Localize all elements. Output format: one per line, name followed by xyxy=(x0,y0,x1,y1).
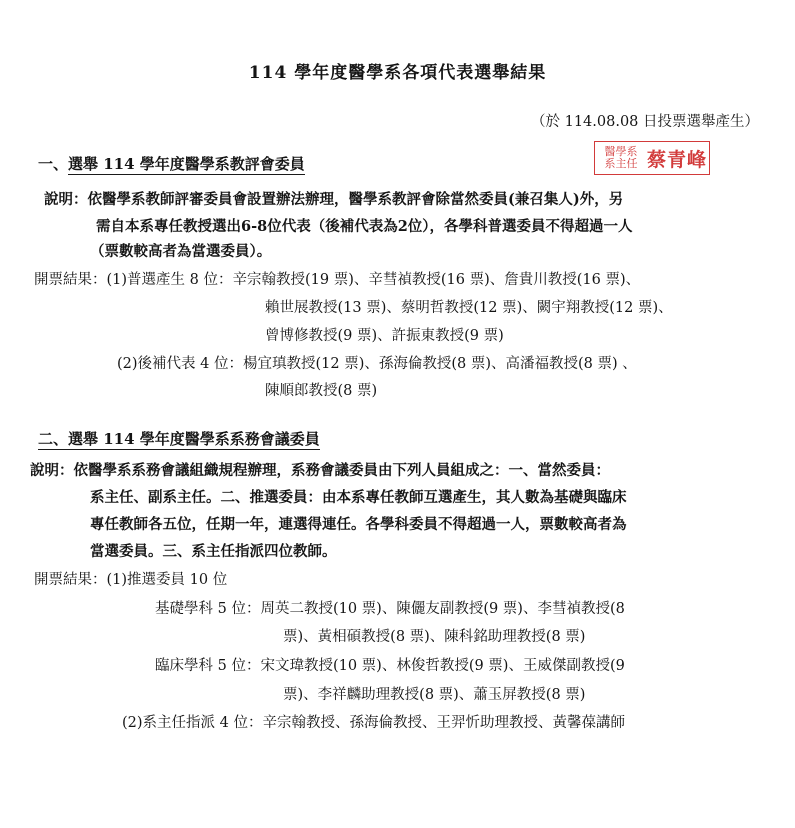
section2-heading: 二、選舉 114 學年度醫學系系務會議委員 xyxy=(38,430,320,448)
section2-result-line-5: 票)、李祥麟助理教授(8 票)、蕭玉屏教授(8 票) xyxy=(283,687,586,703)
section2-result-line-2: 基礎學科 5 位：周英二教授(10 票)、陳儷友副教授(9 票)、李彗禎教授(8 xyxy=(155,601,625,617)
section1-heading-underlined: 選舉 114 學年度醫學系教評會委員 xyxy=(68,155,305,173)
document-title: 114 學年度醫學系各項代表選舉結果 xyxy=(248,63,547,83)
section1-heading: 一、選舉 114 學年度醫學系教評會委員 xyxy=(38,155,305,173)
stamp-name: 蔡青峰 xyxy=(647,148,708,171)
section1-desc-line-3: （票數較高者為當選委員）。 xyxy=(90,243,272,260)
stamp-title: 醫學系 系主任 xyxy=(604,145,638,170)
chair-seal-stamp xyxy=(594,141,710,175)
section1-result-line-5: 陳順郎教授(8 票) xyxy=(265,383,378,399)
section1-result-line-4: (2)後補代表 4 位：楊宜瑱教授(12 票)、孫海倫教授(8 票)、高潘福教授(8 票) 、 xyxy=(117,356,637,372)
section2-result-line-3: 票)、黃相碩教授(8 票)、陳科銘助理教授(8 票) xyxy=(283,629,586,645)
date-note: （於 114.08.08 日投票選舉產生） xyxy=(530,114,759,130)
section1-desc-line-2: 需自本系專任教授選出6-8位代表（後補代表為2位），各學科普選委員不得超過一人 xyxy=(96,218,633,235)
section2-desc-line-4: 當選委員。三、系主任指派四位教師。 xyxy=(90,543,337,560)
section1-result-line-1: 開票結果：(1)普選產生 8 位：辛宗翰教授(19 票)、辛彗禎教授(16 票)、詹貴川教授(16 票)、 xyxy=(34,272,641,288)
section1-result-line-3: 曾博修教授(9 票)、許振東教授(9 票) xyxy=(265,328,504,344)
section2-result-line-6: (2)系主任指派 4 位：辛宗翰教授、孫海倫教授、王羿忻助理教授、黃馨葆講師 xyxy=(122,715,625,731)
section2-desc-line-1: 說明：依醫學系系務會議組織規程辦理，系務會議委員由下列人員組成之：一、當然委員： xyxy=(30,462,610,479)
section2-result-line-1: 開票結果：(1)推選委員 10 位 xyxy=(34,572,228,588)
section2-desc-line-3: 專任教師各五位，任期一年，連選得連任。各學科委員不得超過一人，票數較高者為 xyxy=(90,516,627,533)
section1-result-line-2: 賴世展教授(13 票)、蔡明哲教授(12 票)、闕宇翔教授(12 票)、 xyxy=(265,300,673,316)
section1-desc-line-1: 說明：依醫學系教師評審委員會設置辦法辦理，醫學系教評會除當然委員(兼召集人)外，另 xyxy=(44,191,624,208)
section2-result-line-4: 臨床學科 5 位：宋文瑋教授(10 票)、林俊哲教授(9 票)、王威傑副教授(9 xyxy=(155,658,625,674)
section2-desc-line-2: 系主任、副系主任。二、推選委員：由本系專任教師互選產生，其人數為基礎與臨床 xyxy=(90,489,627,506)
